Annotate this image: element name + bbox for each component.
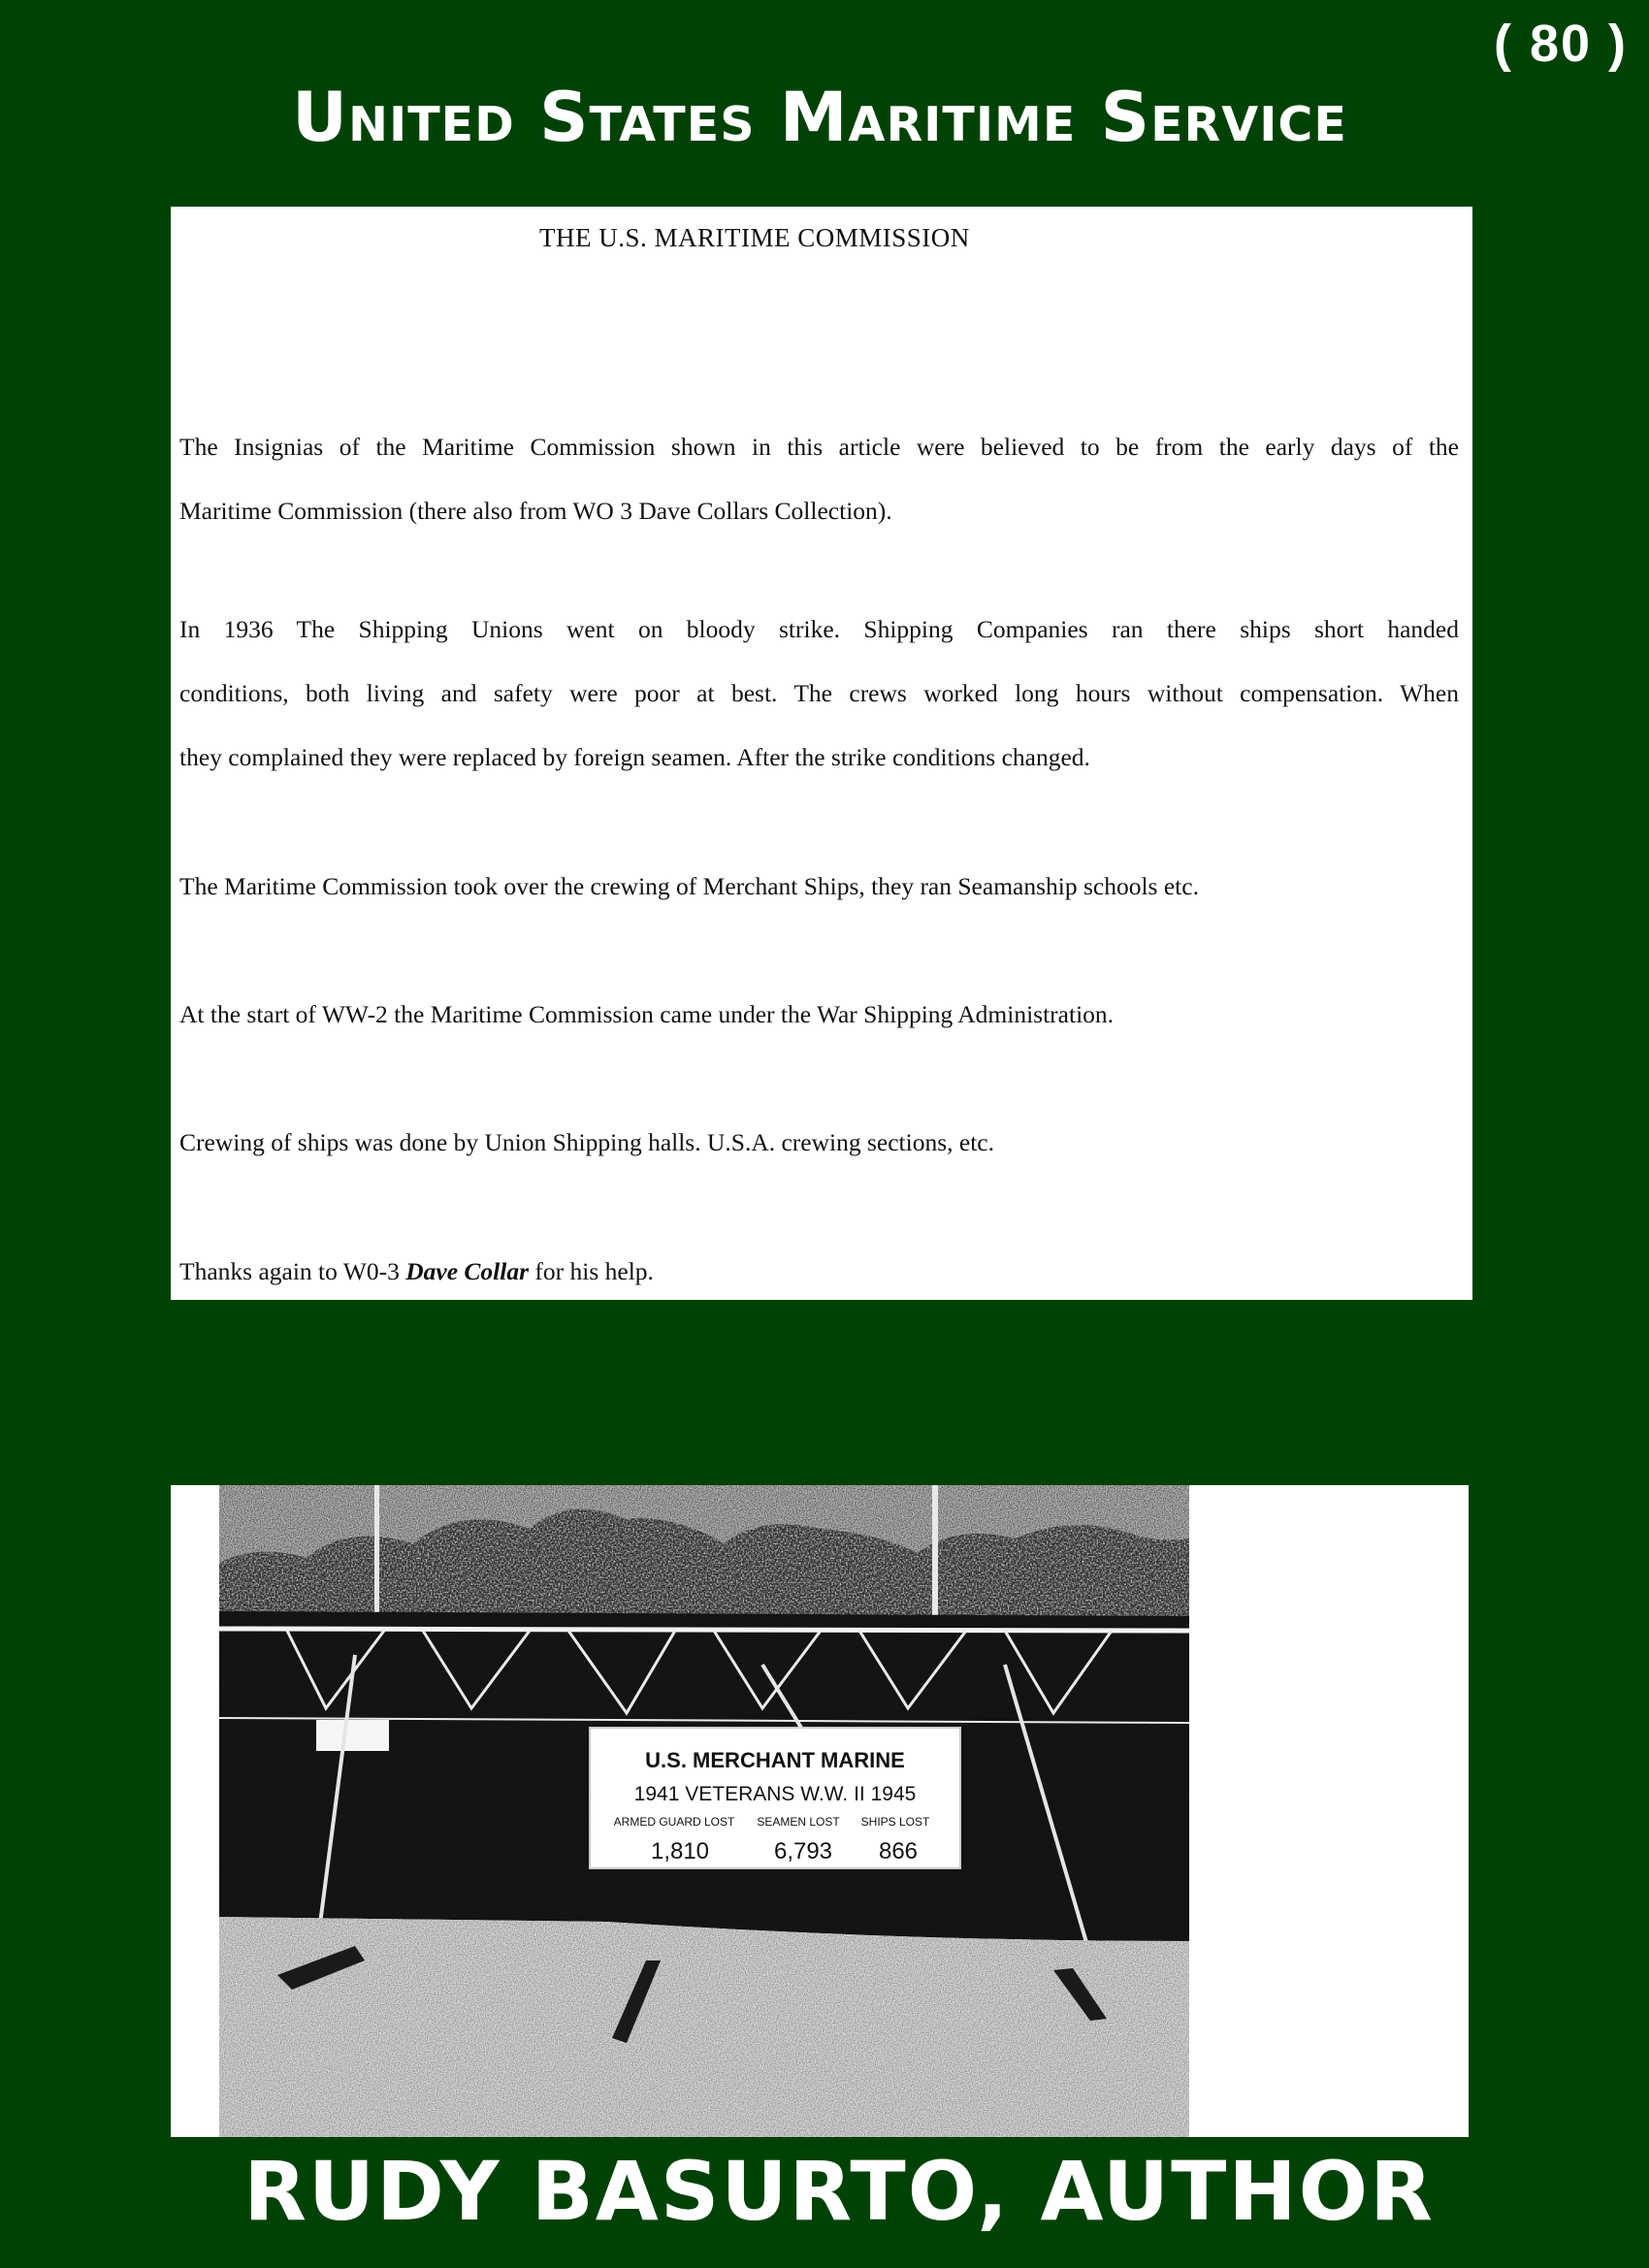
sign-label-armed-guard: ARMED GUARD LOST bbox=[613, 1815, 735, 1829]
photo-small-plaque bbox=[316, 1720, 389, 1751]
paragraph-insignias bbox=[179, 415, 1459, 543]
article-panel bbox=[171, 207, 1472, 1300]
paragraph-strike bbox=[179, 598, 1459, 790]
paragraph-line: The Insignias of the Maritime Commission shown in this article were believed to be from the early days of the bbox=[179, 433, 1459, 461]
paragraph-line: Maritime Commission (there also from WO 3 Dave Collars Collection). bbox=[179, 497, 892, 525]
sign-value-armed-guard: 1,810 bbox=[650, 1838, 710, 1864]
paragraph-line: Crewing of ships was done by Union Shipping halls. U.S.A. crewing sections, etc. bbox=[179, 1128, 994, 1156]
credit-name: Dave Collar bbox=[405, 1257, 530, 1285]
page-title: United States Maritime Service bbox=[292, 78, 1347, 157]
author-footer: RUDY BASURTO, AUTHOR bbox=[243, 2144, 1435, 2239]
memorial-photo bbox=[219, 1485, 1189, 2137]
paragraph-line: At the start of WW-2 the Maritime Commission came under the War Shipping Administration. bbox=[179, 1000, 1115, 1028]
sign-value-seamen: 6,793 bbox=[773, 1838, 833, 1864]
paragraph-line: The Maritime Commission took over the crewing of Merchant Ships, they ran Seamanship schools etc. bbox=[179, 872, 1199, 900]
sign-title: U.S. MERCHANT MARINE bbox=[645, 1748, 905, 1772]
credit-suffix: for his help. bbox=[529, 1257, 654, 1285]
article-heading: THE U.S. MARITIME COMMISSION bbox=[539, 223, 970, 252]
sign-label-seamen: SEAMEN LOST bbox=[757, 1815, 840, 1829]
paragraph-union-halls bbox=[179, 1111, 1459, 1175]
paragraph-line: In 1936 The Shipping Unions went on bloody strike. Shipping Companies ran there ships short handed bbox=[179, 615, 1459, 643]
paragraph-credit bbox=[179, 1240, 1459, 1304]
page-number: ( 80 ) bbox=[1493, 15, 1628, 73]
sign-label-ships: SHIPS LOST bbox=[860, 1815, 930, 1829]
sign-value-ships: 866 bbox=[878, 1838, 919, 1864]
paragraph-line: conditions, both living and safety were poor at best. The crews worked long hours without compensation. When bbox=[179, 679, 1459, 707]
photo-panel bbox=[171, 1485, 1469, 2137]
credit-prefix: Thanks again to W0-3 bbox=[179, 1257, 406, 1285]
paragraph-ww2 bbox=[179, 983, 1459, 1047]
paragraph-crewing bbox=[179, 855, 1459, 919]
sign-years: 1941 VETERANS W.W. II 1945 bbox=[633, 1783, 917, 1805]
paragraph-line: they complained they were replaced by foreign seamen. After the strike conditions changed. bbox=[179, 743, 1090, 771]
credit-line bbox=[179, 1240, 1459, 1304]
